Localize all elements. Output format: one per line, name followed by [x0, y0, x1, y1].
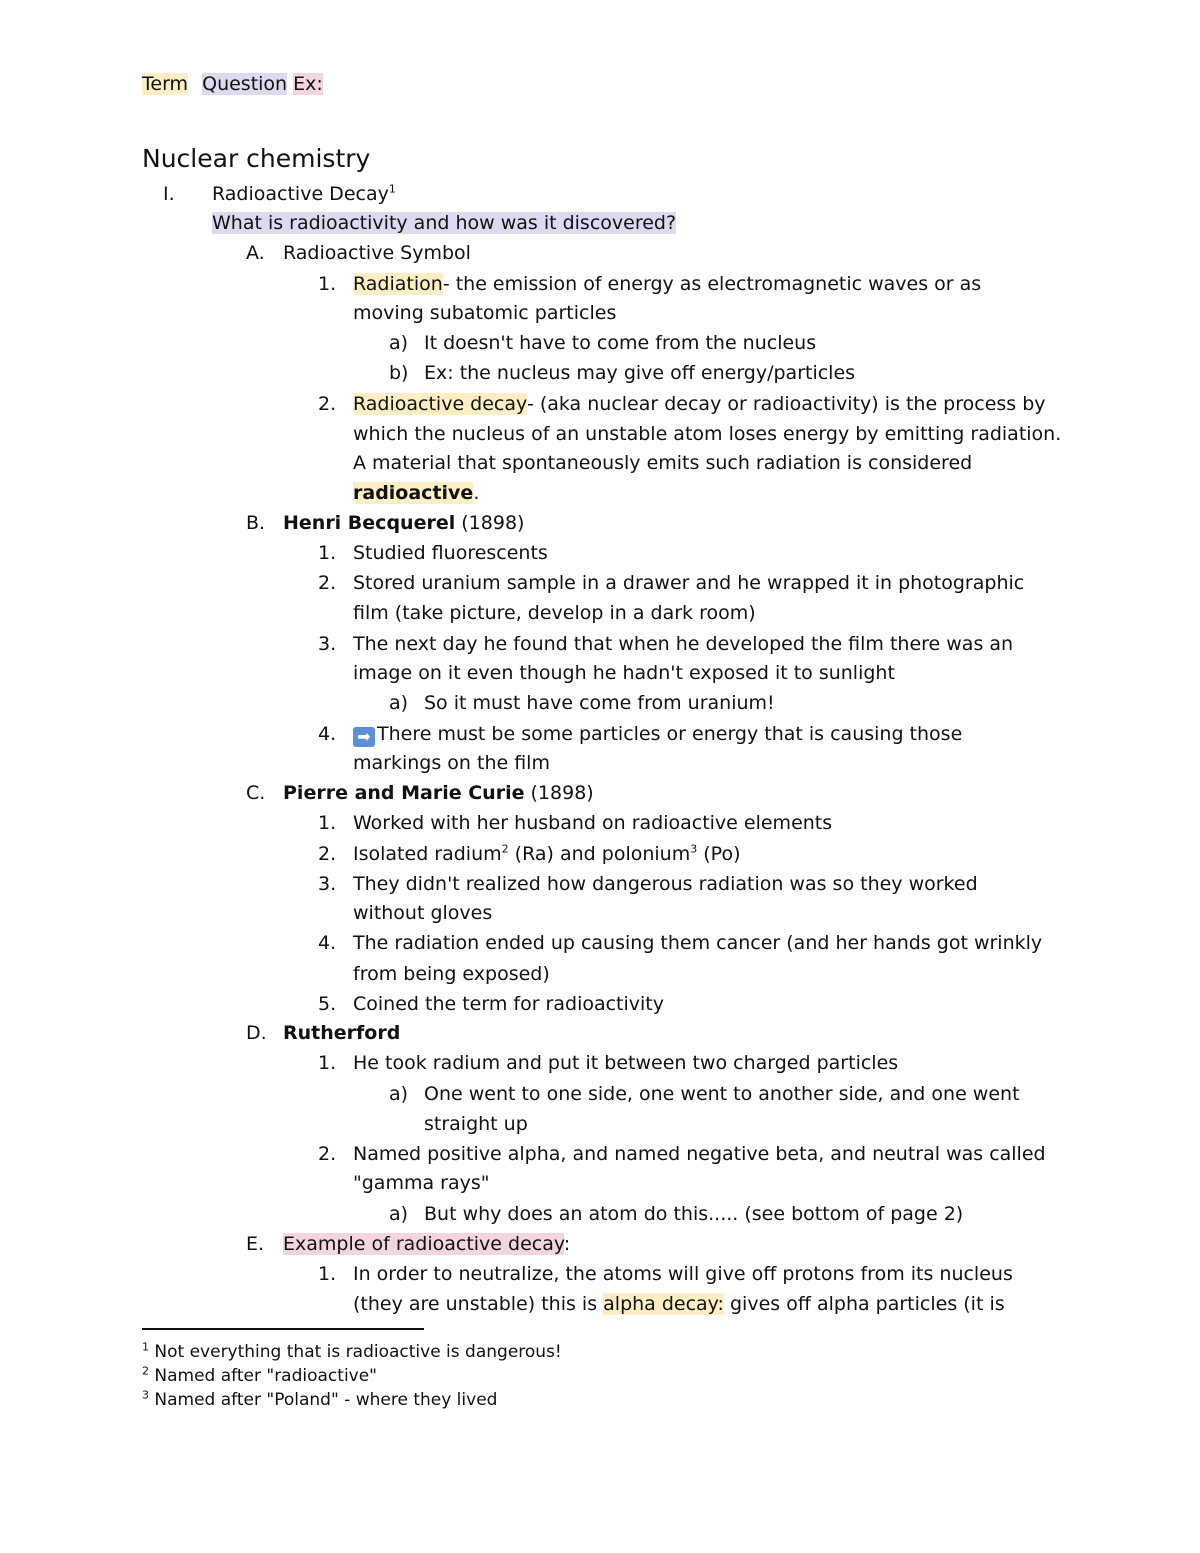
scientist-name: Pierre and Marie Curie — [283, 782, 525, 804]
continuation-line: film (take picture, develop in a dark room) — [353, 602, 756, 624]
item-heading — [283, 780, 594, 807]
term-alpha-decay: alpha decay: — [603, 1293, 724, 1315]
continuation-line: from being exposed) — [353, 963, 550, 985]
question-line — [212, 210, 676, 237]
continuation-line: markings on the film — [353, 752, 550, 774]
legend-question: Question — [202, 73, 288, 95]
sub-label: a) — [389, 692, 409, 714]
page-title: Nuclear chemistry — [142, 144, 371, 173]
list-item-text: (Po) — [697, 843, 741, 865]
footnote — [142, 1365, 377, 1388]
list-item: He took radium and put it between two charged particles — [353, 1052, 899, 1074]
footnote-mark: 3 — [142, 1388, 149, 1402]
right-arrow-icon: ➡ — [353, 727, 375, 747]
list-item — [353, 841, 741, 868]
item-letter: D. — [246, 1022, 267, 1044]
item-number: 2. — [318, 1143, 337, 1165]
list-item-text: Isolated radium — [353, 843, 502, 865]
item-number: 4. — [318, 723, 337, 745]
list-item: Stored uranium sample in a drawer and he wrapped it in photographic — [353, 572, 1025, 594]
footnote — [142, 1389, 497, 1412]
list-item-text: (they are unstable) this is — [353, 1293, 604, 1315]
section-heading — [212, 181, 396, 208]
continuation-line: which the nucleus of an unstable atom loses energy by emitting radiation. — [353, 423, 1062, 445]
footnote-ref: 2 — [501, 842, 509, 856]
sub-item: Ex: the nucleus may give off energy/particles — [424, 362, 856, 384]
year: (1898) — [524, 782, 594, 804]
scientist-name: Henri Becquerel — [283, 512, 456, 534]
item-letter: B. — [246, 512, 266, 534]
sub-item: It doesn't have to come from the nucleus — [424, 332, 817, 354]
definition-line — [353, 391, 1046, 418]
footnote-mark: 1 — [142, 1340, 149, 1354]
definition-line — [353, 271, 981, 298]
term-radiation: Radiation — [353, 273, 443, 295]
list-item-text: There must be some particles or energy that is causing those — [377, 723, 963, 745]
term-radioactive: radioactive — [353, 482, 474, 504]
item-number: 1. — [318, 1263, 337, 1285]
sub-label: a) — [389, 1083, 409, 1105]
item-number: 2. — [318, 572, 337, 594]
item-number: 2. — [318, 393, 337, 415]
legend — [142, 71, 323, 98]
definition-text: - (aka nuclear decay or radioactivity) is the process by — [526, 393, 1046, 415]
punctuation: . — [473, 482, 480, 504]
footnote — [142, 1341, 562, 1364]
legend-term: Term — [142, 73, 189, 95]
list-item: In order to neutralize, the atoms will give off protons from its nucleus — [353, 1263, 1013, 1285]
continuation-line: "gamma rays" — [353, 1172, 490, 1194]
item-letter: C. — [246, 782, 266, 804]
scientist-name: Rutherford — [283, 1022, 401, 1044]
sub-label: b) — [389, 362, 409, 384]
item-number: 5. — [318, 993, 337, 1015]
legend-example: Ex: — [293, 73, 323, 95]
item-number: 1. — [318, 812, 337, 834]
item-heading — [283, 510, 524, 537]
item-number: 1. — [318, 1052, 337, 1074]
continuation-line — [353, 1291, 1005, 1318]
list-item — [353, 721, 962, 748]
item-number: 1. — [318, 273, 337, 295]
item-number: 2. — [318, 843, 337, 865]
continuation-line: without gloves — [353, 902, 493, 924]
item-heading: Radioactive Symbol — [283, 242, 471, 264]
example-heading: Example of radioactive decay — [283, 1233, 564, 1255]
list-item: The radiation ended up causing them cancer (and her hands got wrinkly — [353, 932, 1043, 954]
item-heading — [283, 1231, 570, 1258]
section-number: I. — [163, 183, 175, 205]
term-radioactive-decay: Radioactive decay — [353, 393, 527, 415]
list-item: Worked with her husband on radioactive elements — [353, 812, 833, 834]
punctuation: : — [563, 1233, 571, 1255]
list-item: Coined the term for radioactivity — [353, 993, 665, 1015]
footnote-text: Named after "Poland" - where they lived — [149, 1390, 498, 1410]
item-number: 4. — [318, 932, 337, 954]
list-item-text: gives off alpha particles (it is — [723, 1293, 1005, 1315]
question-text: What is radioactivity and how was it discovered? — [212, 212, 677, 234]
sub-item: But why does an atom do this..... (see bottom of page 2) — [424, 1203, 964, 1225]
continuation-line: image on it even though he hadn't exposed it to sunlight — [353, 662, 895, 684]
item-number: 3. — [318, 873, 337, 895]
section-heading-text: Radioactive Decay — [212, 183, 389, 205]
footnote-text: Named after "radioactive" — [149, 1366, 378, 1386]
continuation-line — [353, 480, 479, 507]
list-item: Named positive alpha, and named negative beta, and neutral was called — [353, 1143, 1046, 1165]
footnote-ref: 1 — [388, 182, 396, 196]
footnote-divider — [142, 1328, 424, 1330]
item-number: 3. — [318, 633, 337, 655]
sub-label: a) — [389, 332, 409, 354]
continuation-line: straight up — [424, 1113, 528, 1135]
footnote-text: Not everything that is radioactive is dangerous! — [149, 1342, 562, 1362]
footnote-ref: 3 — [690, 842, 698, 856]
item-letter: A. — [246, 242, 265, 264]
item-letter: E. — [246, 1233, 265, 1255]
sub-label: a) — [389, 1203, 409, 1225]
list-item: Studied fluorescents — [353, 542, 548, 564]
continuation-line: A material that spontaneously emits such radiation is considered — [353, 452, 973, 474]
list-item-text: (Ra) and polonium — [508, 843, 691, 865]
continuation-line: moving subatomic particles — [353, 302, 617, 324]
definition-text: - the emission of energy as electromagnetic waves or as — [442, 273, 982, 295]
sub-item: One went to one side, one went to another side, and one went — [424, 1083, 1020, 1105]
footnote-mark: 2 — [142, 1364, 149, 1378]
sub-item: So it must have come from uranium! — [424, 692, 775, 714]
list-item: The next day he found that when he developed the film there was an — [353, 633, 1014, 655]
year: (1898) — [455, 512, 525, 534]
item-number: 1. — [318, 542, 337, 564]
list-item: They didn't realized how dangerous radiation was so they worked — [353, 873, 978, 895]
